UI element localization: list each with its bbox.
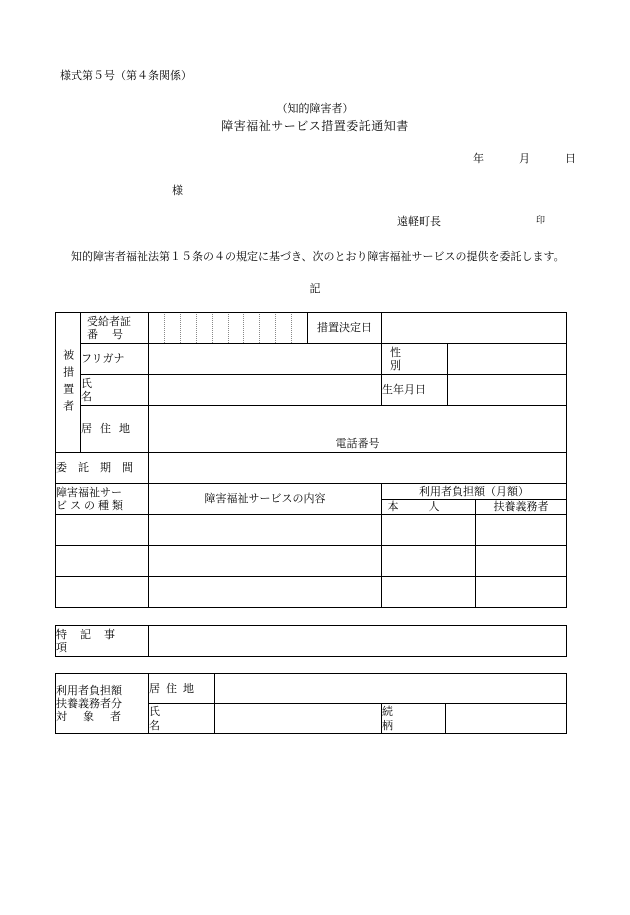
- period-field[interactable]: [149, 453, 567, 484]
- month-label: 月: [519, 152, 530, 165]
- burden-supporter-cell[interactable]: [476, 515, 567, 546]
- supporter-address-label: 居住地: [149, 674, 215, 704]
- supporter-target-label: 利用者負担額 扶養義務者分 対象者: [56, 674, 149, 734]
- ki-label: 記: [309, 282, 321, 295]
- gender-label: 性別: [382, 344, 448, 375]
- recipient-group-label: 被措置者: [56, 313, 81, 453]
- special-notes-label: 特記事項: [56, 626, 149, 657]
- recipient-number-label: 受給者証 番号: [81, 313, 149, 344]
- relation-field[interactable]: [446, 704, 567, 734]
- phone-label: 電話番号: [335, 437, 380, 451]
- burden-self-cell[interactable]: [382, 515, 476, 546]
- period-label: 委託期間: [56, 453, 149, 484]
- recipient-number-field[interactable]: [149, 313, 308, 344]
- furigana-label: フリガナ: [81, 344, 149, 375]
- document-subtitle: （知的障害者）: [276, 102, 354, 115]
- birthdate-field[interactable]: [448, 375, 567, 406]
- date-line: [473, 153, 576, 164]
- furigana-field[interactable]: [149, 344, 382, 375]
- service-type-cell[interactable]: [56, 577, 149, 608]
- addressee-suffix: 様: [172, 184, 183, 197]
- name-label: 氏名: [81, 375, 149, 406]
- burden-supporter-cell[interactable]: [476, 546, 567, 577]
- recipient-table: [55, 312, 567, 608]
- service-content-cell[interactable]: [149, 515, 382, 546]
- burden-self-cell[interactable]: [382, 577, 476, 608]
- decision-date-field[interactable]: [382, 313, 567, 344]
- decision-date-label: 措置決定日: [308, 313, 382, 344]
- service-content-cell[interactable]: [149, 546, 382, 577]
- supporter-name-label: 氏名: [149, 704, 215, 734]
- body-text: 知的障害者福祉法第１５条の４の規定に基づき、次のとおり障害福祉サービスの提供を委託します。: [71, 250, 565, 263]
- birthdate-label: 生年月日: [382, 375, 448, 406]
- burden-header: 利用者負担額（月額）: [382, 484, 567, 500]
- relation-label: 続柄: [382, 704, 446, 734]
- form-number: 様式第５号（第４条関係）: [60, 69, 192, 82]
- name-field[interactable]: [149, 375, 382, 406]
- address-label: 居住地: [81, 406, 149, 453]
- service-content-label: 障害福祉サービスの内容: [149, 484, 382, 515]
- burden-self-label: 本人: [382, 500, 476, 515]
- burden-supporter-cell[interactable]: [476, 577, 567, 608]
- supporter-table: [55, 673, 567, 734]
- year-label: 年: [473, 152, 484, 165]
- service-type-cell[interactable]: [56, 546, 149, 577]
- document-title: 障害福祉サービス措置委託通知書: [221, 119, 409, 133]
- service-type-label: 障害福祉サー ビスの種類: [56, 484, 149, 515]
- address-field[interactable]: [149, 406, 567, 453]
- supporter-address-field[interactable]: [215, 674, 567, 704]
- seal-mark: 印: [536, 216, 546, 226]
- service-type-cell[interactable]: [56, 515, 149, 546]
- supporter-name-field[interactable]: [215, 704, 382, 734]
- special-notes-table: [55, 625, 567, 657]
- burden-self-cell[interactable]: [382, 546, 476, 577]
- service-content-cell[interactable]: [149, 577, 382, 608]
- day-label: 日: [565, 152, 576, 165]
- special-notes-field[interactable]: [149, 626, 567, 657]
- burden-supporter-label: 扶養義務者: [476, 500, 567, 515]
- gender-field[interactable]: [448, 344, 567, 375]
- sender: 遠軽町長: [397, 215, 441, 228]
